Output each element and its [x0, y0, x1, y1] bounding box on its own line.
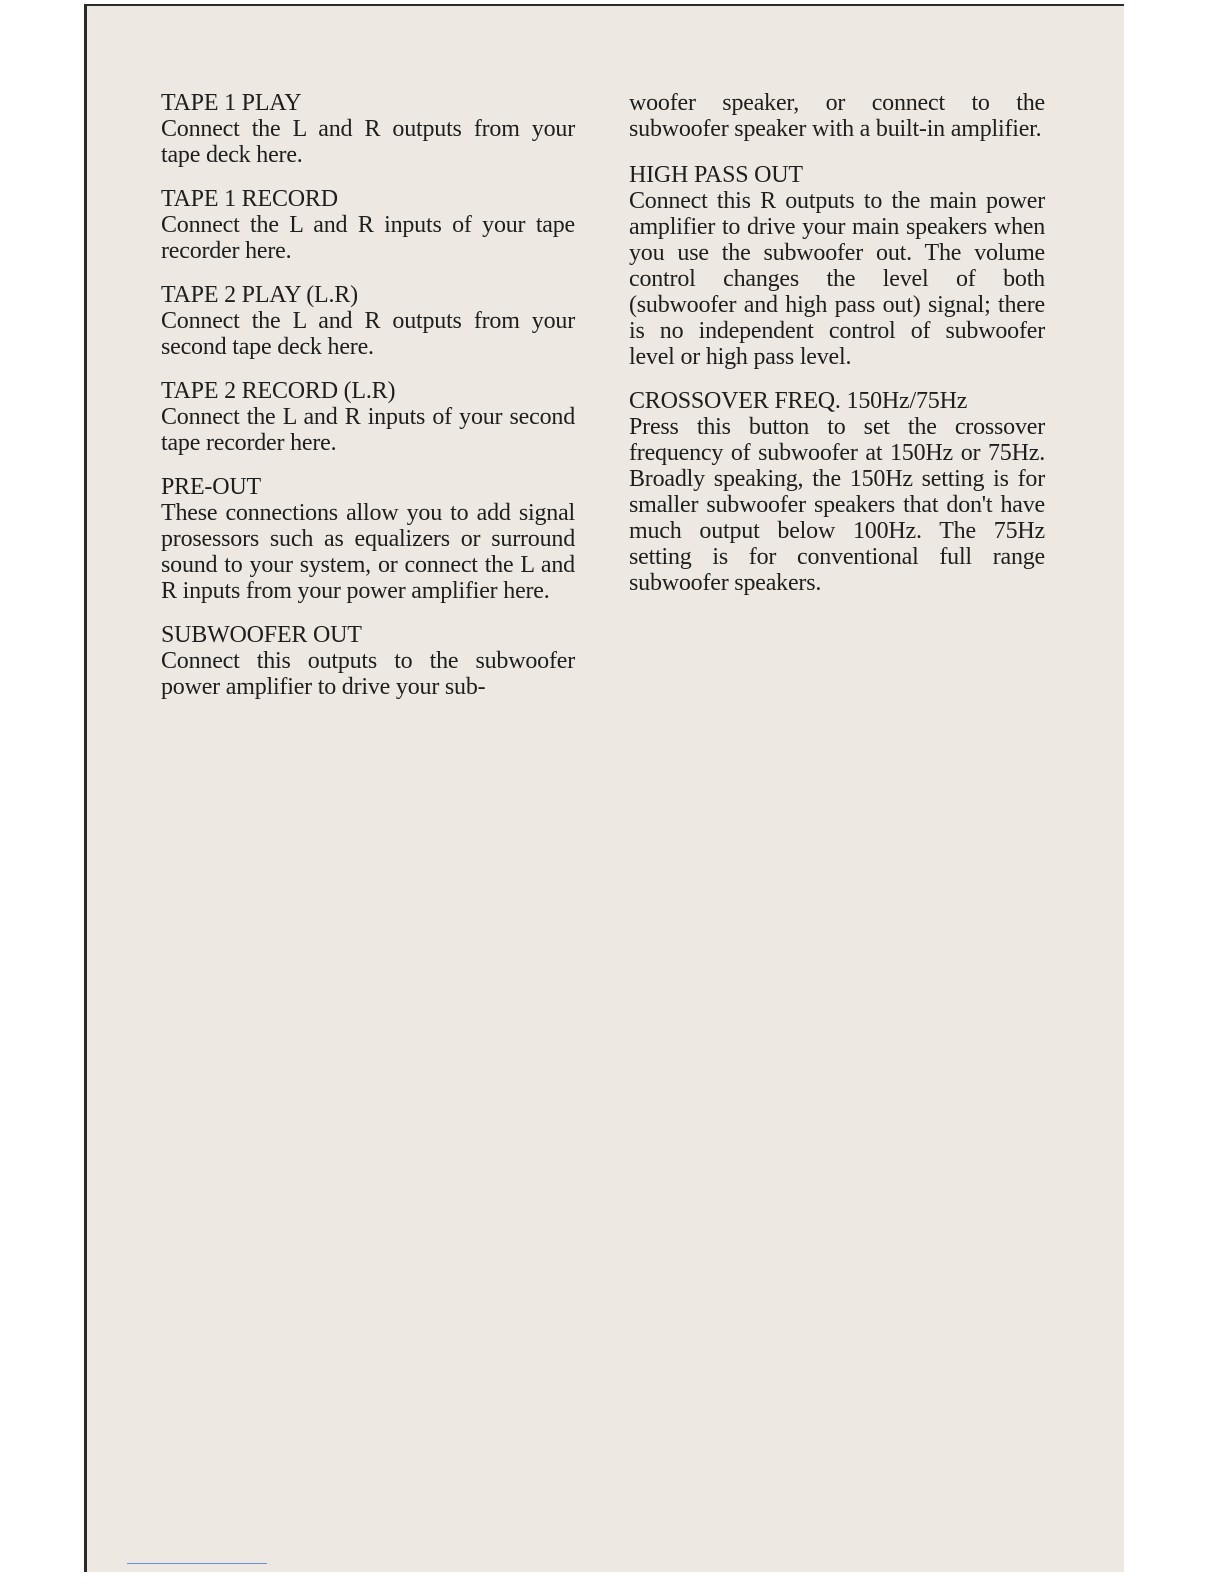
section-heading: TAPE 2 PLAY (L.R) [161, 282, 358, 308]
section-heading: TAPE 2 RECORD (L.R) [161, 378, 396, 404]
section-heading: TAPE 1 RECORD [161, 186, 338, 212]
section-body: Press this button to set the crossover frequency of subwoofer at 150Hz or 75Hz. Broadly speaking, the 150Hz setting is for smaller subwoofer speakers that don't have much output below 100Hz. The 75Hz setting is for conventional full range subwoofer speakers. [629, 414, 1045, 596]
section-body: Connect this R outputs to the main power amplifier to drive your main speakers when you use the subwoofer out. The volume control changes the level of both (subwoofer and high pass out) signal; there is no independent control of subwoofer level or high pass level. [629, 188, 1045, 370]
section-tape1-record [161, 186, 575, 264]
section-tape2-record [161, 378, 575, 456]
section-tape2-play [161, 282, 575, 360]
section-body: Connect the L and R inputs of your second tape recorder here. [161, 404, 575, 456]
scan-edge-line [127, 1563, 267, 1564]
continued-text: woofer speaker, or connect to the subwoofer speaker with a built-in amplifier. [629, 90, 1045, 142]
section-body: Connect the L and R outputs from your tape deck here. [161, 116, 575, 168]
section-heading: PRE-OUT [161, 474, 261, 500]
section-heading: SUBWOOFER OUT [161, 622, 362, 648]
section-body: These connections allow you to add signal prosessors such as equalizers or surround sound to your system, or connect the L and R inputs from your power amplifier here. [161, 500, 575, 604]
section-high-pass-out [629, 162, 1045, 370]
section-heading: CROSSOVER FREQ. 150Hz/75Hz [629, 388, 968, 414]
section-heading: TAPE 1 PLAY [161, 90, 302, 116]
section-subwoofer-out [161, 622, 575, 700]
section-heading: HIGH PASS OUT [629, 162, 803, 188]
right-column [629, 90, 1045, 614]
section-tape1-play [161, 90, 575, 168]
section-body: Connect this outputs to the subwoofer power amplifier to drive your sub- [161, 648, 575, 700]
left-column [161, 90, 575, 718]
section-body: Connect the L and R inputs of your tape recorder here. [161, 212, 575, 264]
section-pre-out [161, 474, 575, 604]
section-crossover-freq [629, 388, 1045, 596]
manual-page [84, 4, 1124, 1572]
section-body: Connect the L and R outputs from your second tape deck here. [161, 308, 575, 360]
